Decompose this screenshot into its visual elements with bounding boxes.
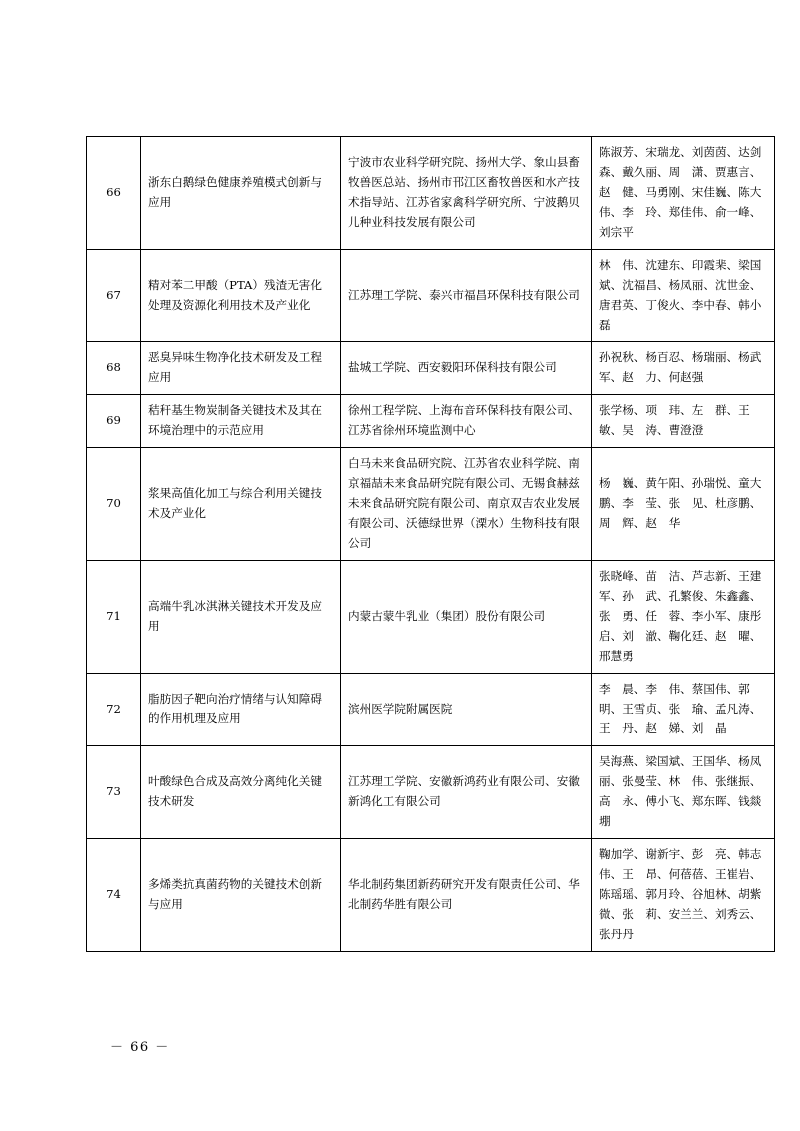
table-row bbox=[87, 839, 775, 952]
organizations-cell: 宁波市农业科学研究院、扬州大学、象山县畜牧兽医总站、扬州市邗江区畜牧兽医和水产技术指导站、江苏省家禽科学研究所、宁波鹅贝儿种业科技发展有限公司 bbox=[341, 137, 592, 250]
project-name-cell: 浙东白鹅绿色健康养殖模式创新与应用 bbox=[141, 137, 341, 250]
people-cell: 杨 巍、黄午阳、孙瑞悦、童大鹏、李 莹、张 见、杜彦鹏、周 辉、赵 华 bbox=[592, 448, 775, 561]
row-number-cell: 70 bbox=[87, 448, 141, 561]
table-row bbox=[87, 673, 775, 746]
table-row bbox=[87, 342, 775, 395]
table-row bbox=[87, 560, 775, 673]
page-number: － 66 － bbox=[110, 1040, 170, 1055]
row-number-cell: 69 bbox=[87, 395, 141, 448]
row-number-cell: 71 bbox=[87, 560, 141, 673]
project-name-cell: 浆果高值化加工与综合利用关键技术及产业化 bbox=[141, 448, 341, 561]
project-name-cell: 恶臭异味生物净化技术研发及工程应用 bbox=[141, 342, 341, 395]
project-name-cell: 秸秆基生物炭制备关键技术及其在环境治理中的示范应用 bbox=[141, 395, 341, 448]
people-cell: 孙祝秋、杨百忍、杨瑞丽、杨武军、赵 力、何赵强 bbox=[592, 342, 775, 395]
people-cell: 张学杨、项 玮、左 群、王 敏、吴 涛、曹澄澄 bbox=[592, 395, 775, 448]
table-row bbox=[87, 249, 775, 342]
project-name-cell: 精对苯二甲酸（PTA）残渣无害化处理及资源化利用技术及产业化 bbox=[141, 249, 341, 342]
people-cell: 林 伟、沈建东、印霞棐、梁国斌、沈福昌、杨凤丽、沈世金、唐君英、丁俊火、李中春、韩小磊 bbox=[592, 249, 775, 342]
row-number-cell: 66 bbox=[87, 137, 141, 250]
organizations-cell: 徐州工程学院、上海布音环保科技有限公司、江苏省徐州环境监测中心 bbox=[341, 395, 592, 448]
people-cell: 吴海燕、梁国斌、王国华、杨凤丽、张曼莹、林 伟、张继振、高 永、傅小飞、郑东晖、钱燚堋 bbox=[592, 746, 775, 839]
table-row bbox=[87, 395, 775, 448]
project-name-cell: 多烯类抗真菌药物的关键技术创新与应用 bbox=[141, 839, 341, 952]
table-row bbox=[87, 448, 775, 561]
people-cell: 陈淑芳、宋瑞龙、刘茵茵、达剑森、戴久丽、周 潇、贾惠言、赵 健、马勇刚、宋佳巍、陈大伟、李 玲、郑佳伟、俞一峰、刘宗平 bbox=[592, 137, 775, 250]
row-number-cell: 68 bbox=[87, 342, 141, 395]
people-cell: 张晓峰、苗 洁、芦志新、王建军、孙 武、孔繁俊、朱鑫鑫、张 勇、任 蓉、李小军、康彤启、刘 澈、鞠化廷、赵 曜、邢慧勇 bbox=[592, 560, 775, 673]
project-name-cell: 脂肪因子靶向治疗情绪与认知障碍的作用机理及应用 bbox=[141, 673, 341, 746]
organizations-cell: 滨州医学院附属医院 bbox=[341, 673, 592, 746]
people-cell: 鞠加学、谢新宇、彭 亮、韩志伟、王 昂、何蓓蓓、王崔岩、陈瑶瑶、郭月玲、谷旭林、胡紫微、张 莉、安兰兰、刘秀云、张丹丹 bbox=[592, 839, 775, 952]
row-number-cell: 73 bbox=[87, 746, 141, 839]
table-row bbox=[87, 137, 775, 250]
table-row bbox=[87, 746, 775, 839]
organizations-cell: 江苏理工学院、泰兴市福昌环保科技有限公司 bbox=[341, 249, 592, 342]
row-number-cell: 74 bbox=[87, 839, 141, 952]
table-body bbox=[87, 137, 775, 952]
organizations-cell: 江苏理工学院、安徽新鸿药业有限公司、安徽新鸿化工有限公司 bbox=[341, 746, 592, 839]
organizations-cell: 内蒙古蒙牛乳业（集团）股份有限公司 bbox=[341, 560, 592, 673]
project-name-cell: 叶酸绿色合成及高效分离纯化关键技术研发 bbox=[141, 746, 341, 839]
organizations-cell: 盐城工学院、西安毅阳环保科技有限公司 bbox=[341, 342, 592, 395]
award-projects-table bbox=[86, 136, 775, 952]
row-number-cell: 67 bbox=[87, 249, 141, 342]
organizations-cell: 白马未来食品研究院、江苏省农业科学院、南京福喆未来食品研究院有限公司、无锡食赫兹未来食品研究院有限公司、南京双吉农业发展有限公司、沃德绿世界（溧水）生物科技有限公司 bbox=[341, 448, 592, 561]
project-name-cell: 高端牛乳冰淇淋关键技术开发及应用 bbox=[141, 560, 341, 673]
people-cell: 李 晨、李 伟、蔡国伟、郭 明、王雪贞、张 瑜、孟凡涛、王 丹、赵 娣、刘 晶 bbox=[592, 673, 775, 746]
organizations-cell: 华北制药集团新药研究开发有限责任公司、华北制药华胜有限公司 bbox=[341, 839, 592, 952]
row-number-cell: 72 bbox=[87, 673, 141, 746]
